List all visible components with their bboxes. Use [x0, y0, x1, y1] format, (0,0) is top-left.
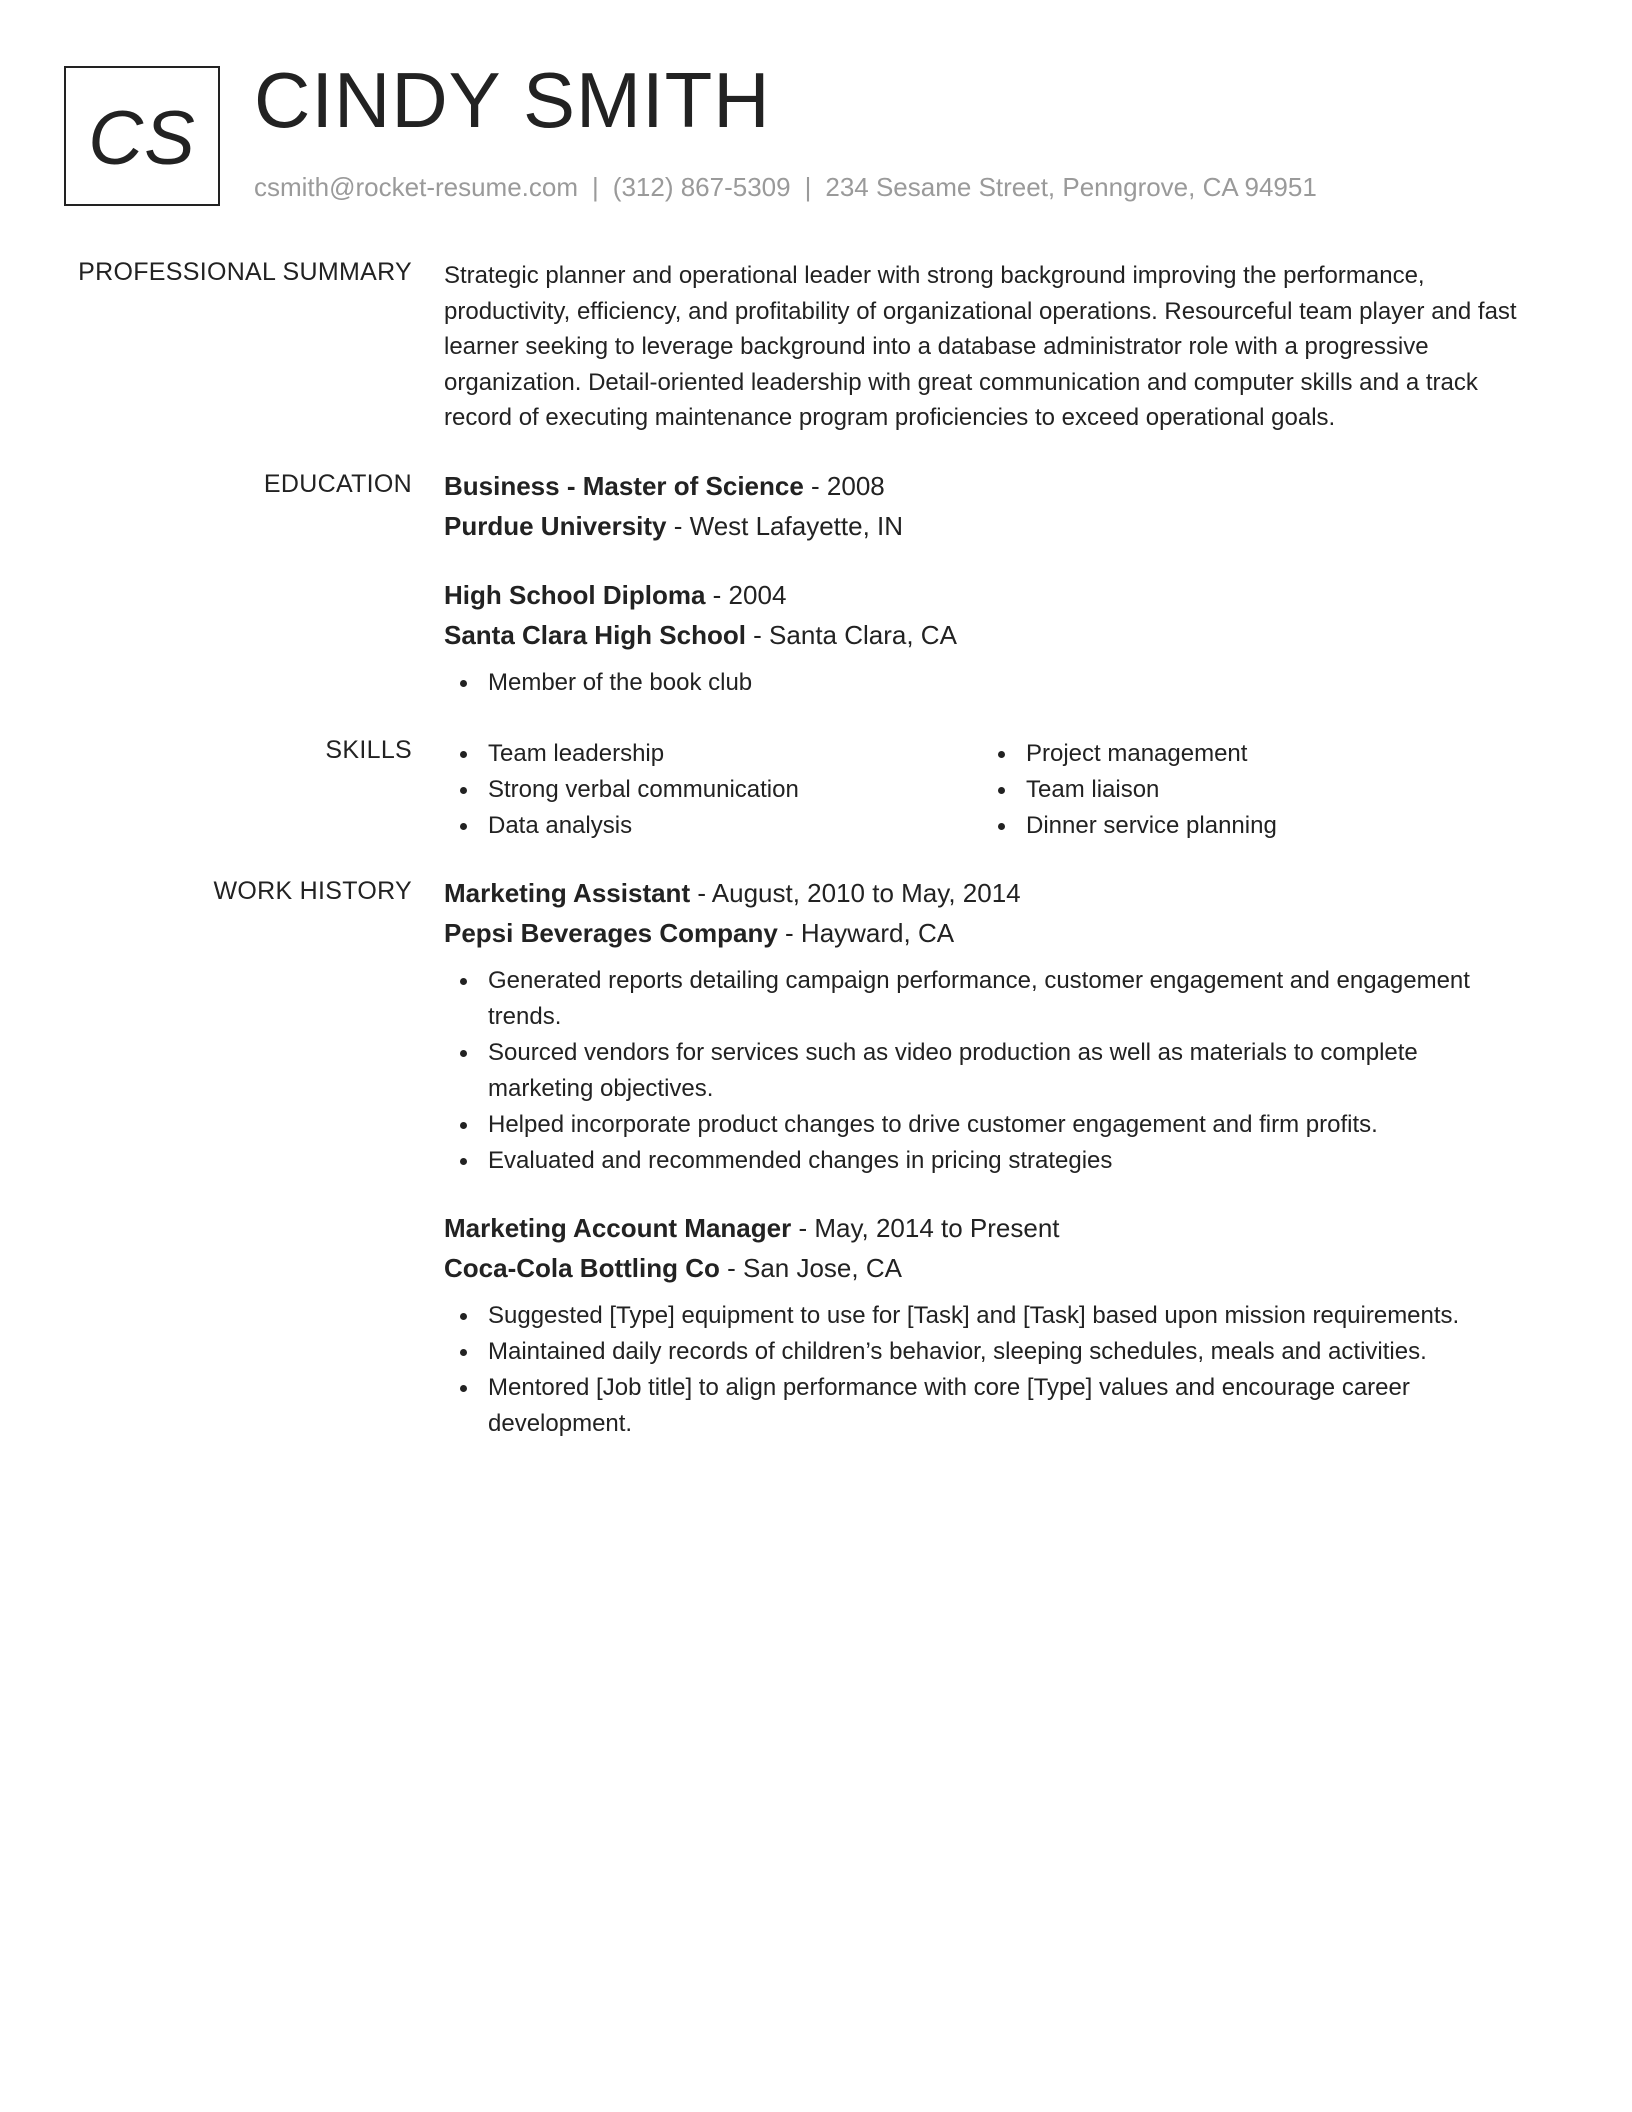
list-item: Evaluated and recommended changes in pricing strategies [444, 1143, 1520, 1179]
skill-item: Dinner service planning [982, 808, 1520, 844]
list-item: Helped incorporate product changes to drive customer engagement and firm profits. [444, 1107, 1520, 1143]
degree-line [444, 575, 1520, 615]
degree-year: - 2008 [803, 471, 885, 501]
school-location: - Santa Clara, CA [745, 620, 957, 650]
contact-email: csmith@rocket-resume.com [254, 172, 579, 202]
section-heading: WORK HISTORY [213, 877, 412, 905]
work-entries [444, 873, 1520, 1442]
school-name: Santa Clara High School [444, 620, 746, 650]
school-location: - West Lafayette, IN [666, 511, 904, 541]
school-line [444, 615, 1520, 655]
company-name: Pepsi Beverages Company [444, 918, 778, 948]
degree-year: - 2004 [705, 580, 787, 610]
contact-separator: | [804, 172, 812, 202]
company-location: - San Jose, CA [719, 1253, 902, 1283]
list-item: Suggested [Type] equipment to use for [Task] and [Task] based upon mission requirements. [444, 1298, 1520, 1334]
monogram-box [64, 66, 220, 206]
section-heading: SKILLS [325, 736, 412, 764]
degree-name: High School Diploma [444, 580, 706, 610]
skills-list [444, 736, 1520, 844]
monogram-initials: CS [88, 95, 196, 181]
job-title-line [444, 873, 1520, 913]
job-dates: - August, 2010 to May, 2014 [690, 878, 1021, 908]
contact-separator: | [592, 172, 599, 202]
skill-item: Team liaison [982, 772, 1520, 808]
education-bullets [444, 665, 1520, 701]
job-bullets [444, 1298, 1520, 1442]
contact-phone: (312) 867-5309 [612, 172, 791, 202]
job-title-line [444, 1208, 1520, 1248]
education-entry [444, 575, 1520, 701]
list-item: Mentored [Job title] to align performance with core [Type] values and encourage career development. [444, 1370, 1520, 1442]
education-entries [444, 466, 1520, 701]
skill-item: Team leadership [444, 736, 982, 772]
candidate-name: CINDY SMITH [254, 56, 771, 144]
work-entry [444, 1208, 1520, 1442]
summary-text: Strategic planner and operational leader with strong background improving the performance, productivity, efficiency, and profitability of organizational operations. Resourceful team player and fast learner seeking to leverage background into a database administrator role with a progressive organization. Detail-oriented leadership with great communication and computer skills and a track record of executing maintenance program proficiencies to exceed operational goals. [444, 262, 1517, 431]
school-line [444, 506, 1520, 546]
work-entry [444, 873, 1520, 1179]
skill-item: Project management [982, 736, 1520, 772]
skill-item: Strong verbal communication [444, 772, 982, 808]
list-item: Generated reports detailing campaign performance, customer engagement and engagement trends. [444, 963, 1520, 1035]
job-title: Marketing Account Manager [444, 1213, 792, 1243]
degree-line [444, 466, 1520, 506]
section-heading: PROFESSIONAL SUMMARY [78, 258, 412, 286]
job-bullets [444, 963, 1520, 1179]
company-line [444, 1248, 1520, 1288]
job-title: Marketing Assistant [444, 878, 691, 908]
education-entry [444, 466, 1520, 546]
company-location: - Hayward, CA [777, 918, 955, 948]
contact-line [254, 172, 1317, 203]
skill-item: Data analysis [444, 808, 982, 844]
job-dates: - May, 2014 to Present [791, 1213, 1060, 1243]
company-name: Coca-Cola Bottling Co [444, 1253, 720, 1283]
skills-column-right [982, 736, 1520, 844]
list-item: Sourced vendors for services such as video production as well as materials to complete marketing objectives. [444, 1035, 1520, 1107]
company-line [444, 913, 1520, 953]
skills-column-left [444, 736, 982, 844]
list-item: Maintained daily records of children’s behavior, sleeping schedules, meals and activities. [444, 1334, 1520, 1370]
school-name: Purdue University [444, 511, 667, 541]
contact-address: 234 Sesame Street, Penngrove, CA 94951 [825, 172, 1317, 202]
degree-name: Business - Master of Science [444, 471, 804, 501]
list-item: Member of the book club [444, 665, 1520, 701]
section-heading: EDUCATION [263, 470, 412, 498]
